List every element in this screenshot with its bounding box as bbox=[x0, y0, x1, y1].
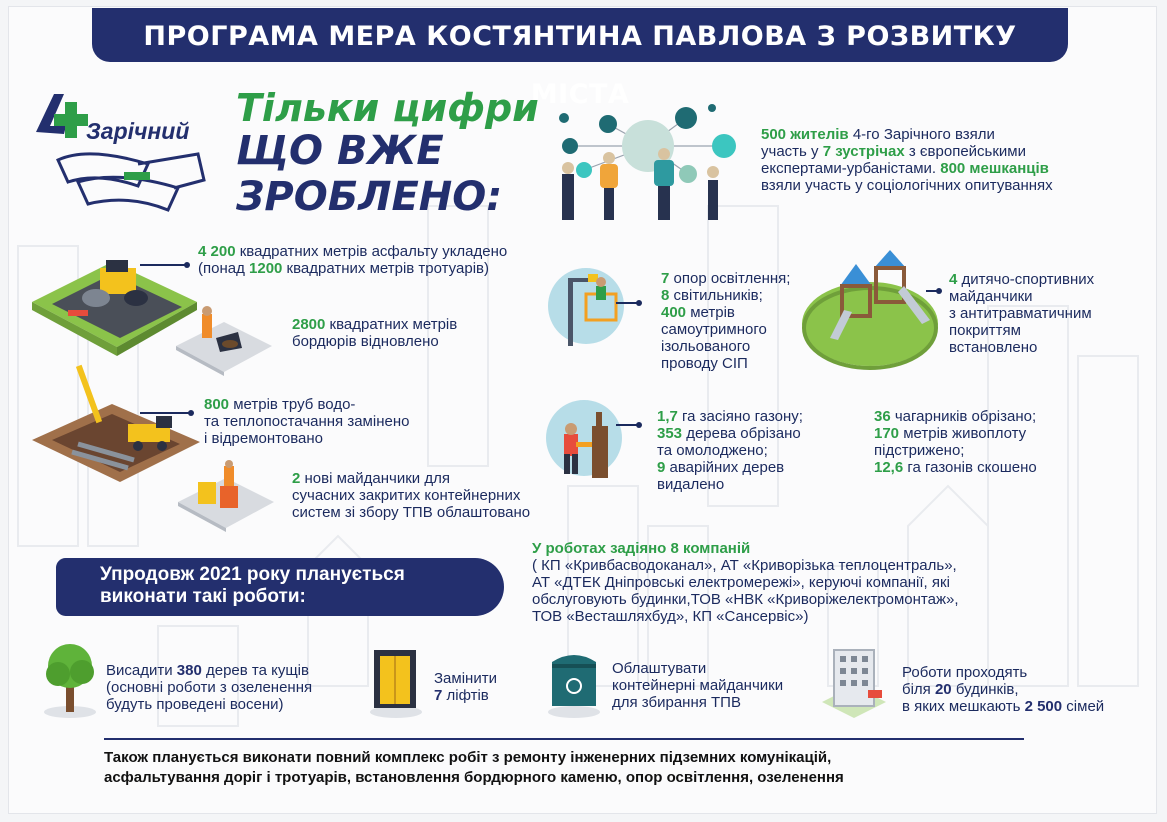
heading-line2-3 bbox=[236, 128, 502, 220]
people-network-illustration bbox=[548, 104, 748, 224]
lighting-text: 7 опор освітлення; 8 світильників; 400 метрів самоутримного ізольованого проводу СІП bbox=[661, 270, 791, 372]
asphalt-text: 4 200 квадратних метрів асфальту укладено (понад 1200 квадратних метрів тротуарів) bbox=[198, 243, 508, 277]
playground-connector-line bbox=[926, 290, 938, 292]
street-light-worker-illustration bbox=[546, 266, 628, 346]
pipes-text: 800 метрів труб водо- та теплопостачання замінено і відремонтовано bbox=[204, 396, 410, 447]
playgrounds-text: 4 дитячо-спортивних майданчики з антитравматичним покриттям встановлено bbox=[949, 271, 1095, 356]
playground-illustration bbox=[800, 246, 940, 370]
page-banner: ПРОГРАМА МЕРА КОСТЯНТИНА ПАВЛОВА З РОЗВИТКУ МІСТА bbox=[92, 8, 1068, 62]
residents-text: 500 жителів 4-го Зарічного взяли участь у 7 зустрічах з європейськими експертами-урбаністами. 800 мешканців взяли участь у соціологічних опитуваннях bbox=[761, 126, 1053, 194]
plan-lifts-text: Замінити 7 ліфтів bbox=[434, 670, 497, 704]
asphalt-connector-line bbox=[140, 264, 186, 266]
companies-block: У роботах задіяно 8 компаній ( КП «Кривбасводоканал», АТ «Криворізька теплоцентраль», АТ «ДТЕК Дніпровські електромережі», керуючі компанії, які обслуговують будинки,ТОВ «НВК «Криворіжелектромонтаж», ТОВ «Весташляхбуд», КП «Сансервіс») bbox=[532, 540, 959, 625]
footer-note: Також планується виконати повний комплекс робіт з ремонту інженерних підземних комунікацій, асфальтування доріг і тротуарів, встановлення бордюрного каменю, опор освітлення, озеленення bbox=[104, 749, 844, 786]
bushes-text: 36 чагарників обрізано; 170 метрів живоплоту підстрижено; 12,6 га газонів скошено bbox=[874, 408, 1037, 476]
plan-2021-banner: Упродовж 2021 року планується виконати такі роботи: bbox=[56, 558, 504, 616]
greenery-text: 1,7 га засіяно газону; 353 дерева обрізано та омолоджено; 9 аварійних дерев видалено bbox=[657, 408, 803, 493]
tree-icon bbox=[40, 640, 100, 718]
plan-bins-text: Облаштувати контейнерні майданчики для збирання ТПВ bbox=[612, 660, 784, 711]
heading-line3: ЗРОБЛЕНО: bbox=[236, 174, 503, 220]
heading-line1: Тільки цифри bbox=[236, 86, 539, 130]
waste-container-icon bbox=[544, 644, 604, 718]
zarichnyi-logo bbox=[28, 90, 218, 215]
curbs-text: 2800 квадратних метрів бордюрів відновлено bbox=[292, 316, 458, 350]
crane-pipes-illustration bbox=[32, 360, 202, 485]
lighting-connector-line bbox=[616, 302, 638, 304]
heading-line2: ЩО ВЖЕ bbox=[236, 128, 444, 174]
pipes-connector-line bbox=[140, 412, 190, 414]
plan-houses-text: Роботи проходять біля 20 будинків, в яких мешкають 2 500 сімей bbox=[902, 664, 1105, 715]
containers-text: 2 нові майданчики для сучасних закритих контейнерних систем зі збору ТПВ облаштовано bbox=[292, 470, 531, 521]
apartment-building-icon bbox=[818, 646, 888, 718]
logo-text: Зарічний bbox=[86, 118, 190, 144]
logo-graphic bbox=[28, 90, 218, 215]
greenery-connector-line bbox=[616, 424, 638, 426]
container-site-illustration bbox=[178, 460, 274, 532]
elevator-icon bbox=[366, 646, 426, 718]
footer-divider bbox=[104, 738, 1024, 740]
companies-title: У роботах задіяно 8 компаній bbox=[532, 540, 751, 557]
plan-trees-text: Висадити 380 дерев та кущів (основні роботи з озеленення будуть проведені восени) bbox=[106, 662, 313, 713]
tree-cutting-illustration bbox=[544, 398, 626, 482]
